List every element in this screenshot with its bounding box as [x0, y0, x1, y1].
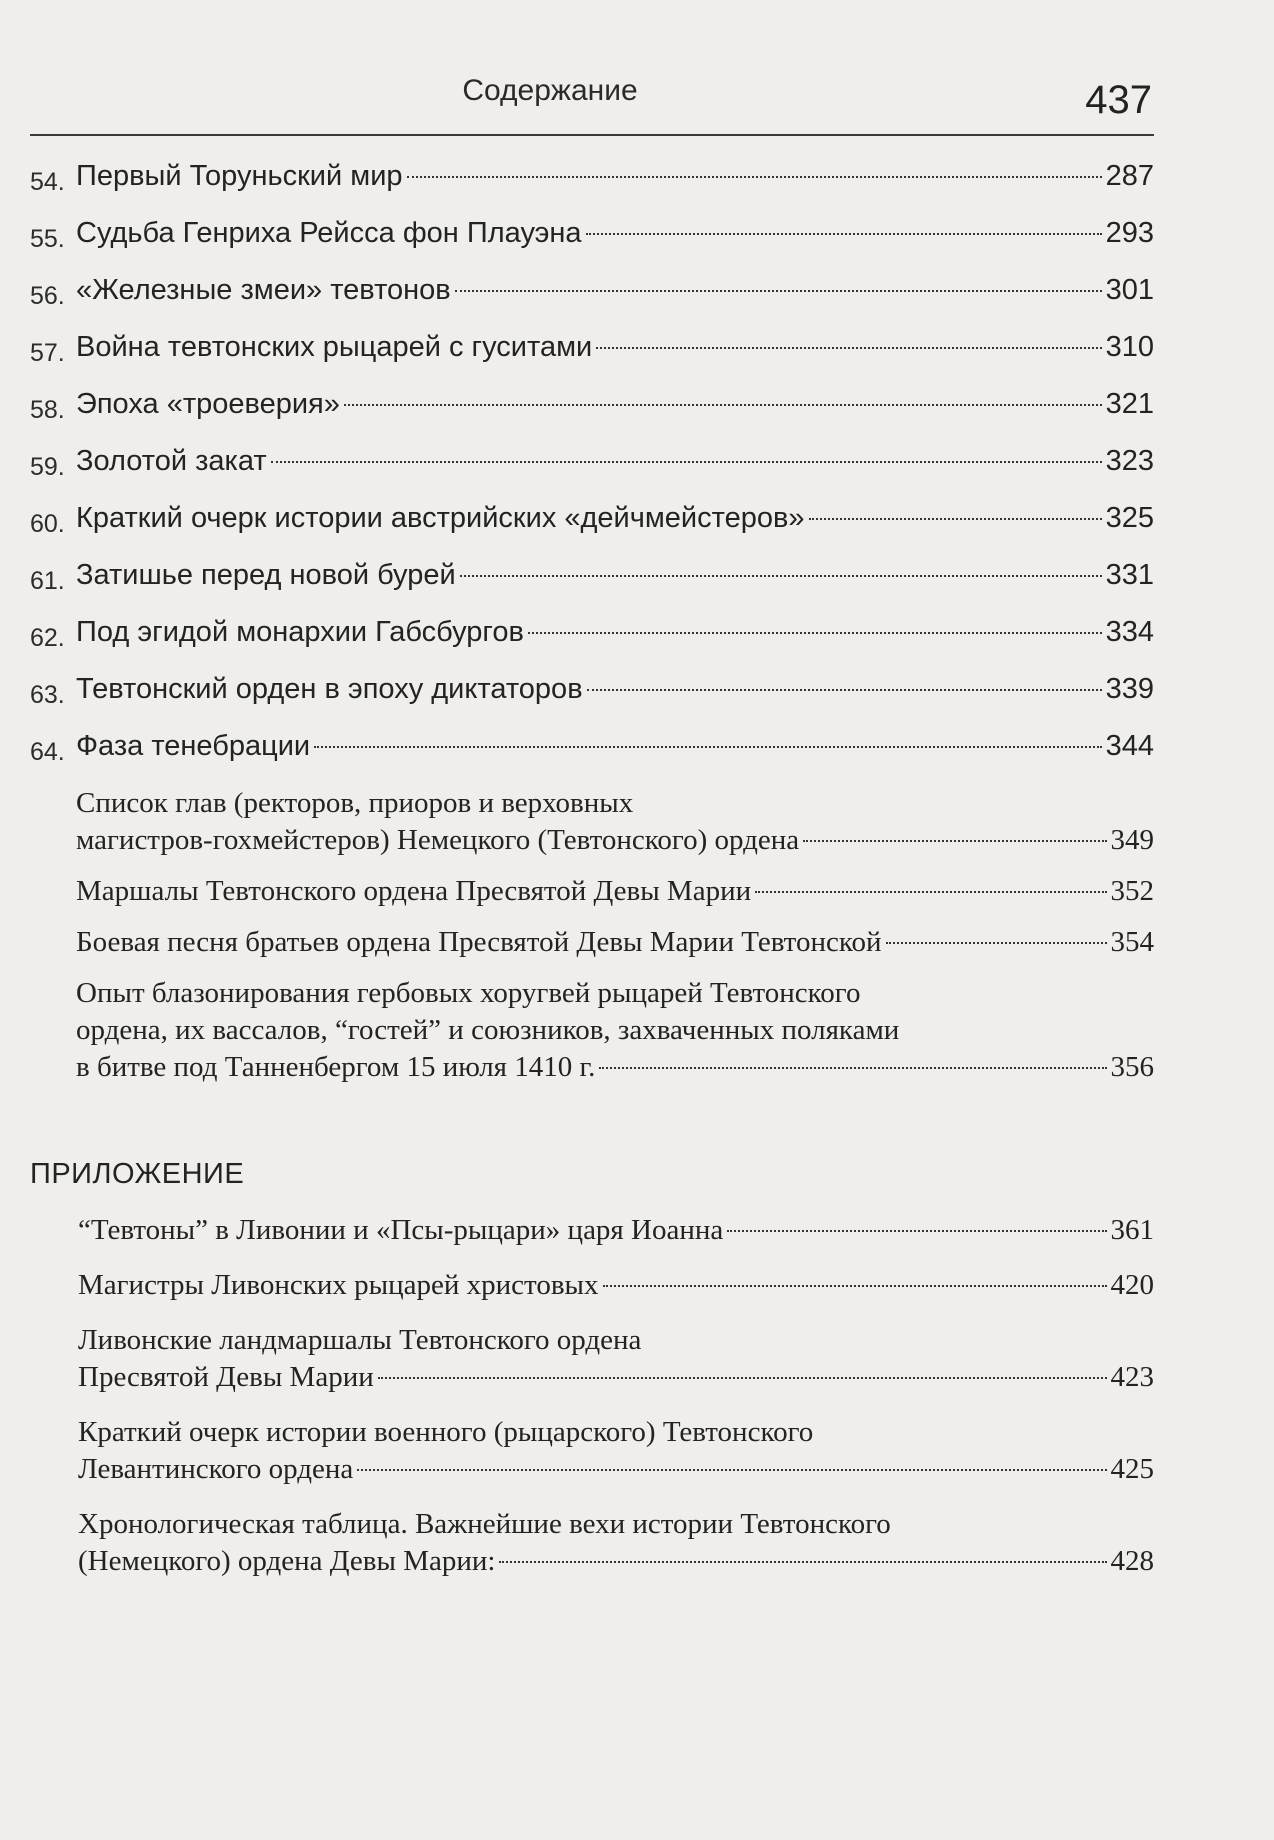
running-title: Содержание [462, 74, 638, 107]
entry-title: в битве под Танненбергом 15 июля 1410 г. [76, 1051, 596, 1083]
entry-title: Фаза тенебрации [76, 730, 311, 762]
dot-leader [603, 1285, 1107, 1287]
dot-leader [727, 1230, 1106, 1232]
toc-leader-line [76, 924, 1154, 961]
entry-page-number: 331 [1105, 559, 1154, 591]
entry-page-number: 349 [1110, 824, 1154, 856]
entry-title: Золотой закат [76, 445, 267, 477]
dot-leader [344, 404, 1102, 406]
entry-page-number: 420 [1110, 1269, 1154, 1301]
toc-leader-line [76, 443, 1154, 480]
entry-title-line: Список глав (ректоров, приоров и верховных [76, 787, 634, 819]
dot-leader [378, 1377, 1107, 1379]
entry-title: Боевая песня братьев ордена Пресвятой Девы Марии Тевтонской [76, 926, 882, 958]
entry-title: (Немецкого) ордена Девы Марии: [78, 1545, 496, 1577]
chapter-entry [30, 264, 1154, 321]
appendix-list [78, 1212, 1154, 1598]
toc-leader-line [78, 1451, 1154, 1488]
chapter-entry [30, 663, 1154, 720]
entry-title: “Тевтоны” в Ливонии и «Псы-рыцари» царя Иоанна [78, 1214, 724, 1246]
entry-title: Тевтонский орден в эпоху диктаторов [76, 673, 583, 705]
entry-title: Судьба Генриха Рейсса фон Плауэна [76, 217, 582, 249]
entry-page-number: 423 [1110, 1361, 1154, 1393]
entry-page-number: 323 [1105, 445, 1154, 477]
entry-title-line: Хронологическая таблица. Важнейшие вехи истории Тевтонского [78, 1508, 891, 1540]
dot-leader [314, 746, 1101, 748]
chapter-number: 63. [30, 681, 65, 709]
dot-leader [599, 1067, 1106, 1069]
toc-leader-line [78, 1212, 1154, 1249]
dot-leader [803, 840, 1106, 842]
entry-title: Краткий очерк истории австрийских «дейчмейстеров» [76, 502, 805, 534]
entry-title-line: Ливонские ландмаршалы Тевтонского ордена [78, 1324, 642, 1356]
entry-title: Под эгидой монархии Габсбургов [76, 616, 524, 648]
chapter-number: 64. [30, 738, 65, 766]
entry-page-number: 361 [1110, 1214, 1154, 1246]
entry-page-number: 428 [1110, 1545, 1154, 1577]
chapter-number: 56. [30, 282, 65, 310]
dot-leader [357, 1469, 1106, 1471]
entry-page-number: 352 [1110, 875, 1154, 907]
dot-leader [809, 518, 1102, 520]
entry-page-number: 334 [1105, 616, 1154, 648]
chapter-number: 62. [30, 624, 65, 652]
dot-leader [460, 575, 1102, 577]
dot-leader [886, 942, 1107, 944]
toc-leader-line [76, 614, 1154, 651]
entry-page-number: 356 [1110, 1051, 1154, 1083]
toc-leader-line [76, 1049, 1154, 1086]
entry-title: Первый Торуньский мир [76, 160, 403, 192]
entry-title: Затишье перед новой бурей [76, 559, 456, 591]
entry-page-number: 293 [1105, 217, 1154, 249]
chapter-entry [30, 150, 1154, 207]
entry-page-number: 310 [1105, 331, 1154, 363]
entry-page-number: 339 [1105, 673, 1154, 705]
chapter-number: 60. [30, 510, 65, 538]
toc-leader-line [76, 557, 1154, 594]
entry-page-number: 301 [1105, 274, 1154, 306]
chapter-number: 59. [30, 453, 65, 481]
entry-page-number: 325 [1105, 502, 1154, 534]
chapter-number: 58. [30, 396, 65, 424]
entry-title: Левантинского ордена [78, 1453, 354, 1485]
appendix-heading: ПРИЛОЖЕНИЕ [30, 1158, 245, 1190]
entry-page-number: 321 [1105, 388, 1154, 420]
appendix-entry [78, 1212, 1154, 1249]
entry-page-number: 425 [1110, 1453, 1154, 1485]
entry-page-number: 354 [1110, 926, 1154, 958]
chapter-entry [30, 492, 1154, 549]
entry-page-number: 287 [1105, 160, 1154, 192]
chapter-entry [30, 435, 1154, 492]
dot-leader [755, 891, 1106, 893]
toc-leader-line [78, 1267, 1154, 1304]
chapter-number: 55. [30, 225, 65, 253]
entry-title: Война тевтонских рыцарей с гуситами [76, 331, 593, 363]
chapter-entry [30, 549, 1154, 606]
entry-title: Пресвятой Девы Марии [78, 1361, 374, 1393]
chapter-entry [30, 321, 1154, 378]
appendix-entry [78, 1506, 1154, 1580]
toc-leader-line [78, 1359, 1154, 1396]
page-number: 437 [1085, 78, 1152, 122]
entry-title: Маршалы Тевтонского ордена Пресвятой Девы Марии [76, 875, 752, 907]
entry-title: «Железные змеи» тевтонов [76, 274, 451, 306]
chapter-list [30, 150, 1154, 777]
dot-leader [587, 689, 1102, 691]
entry-page-number: 344 [1105, 730, 1154, 762]
toc-leader-line [78, 1543, 1154, 1580]
chapter-number: 61. [30, 567, 65, 595]
toc-leader-line [76, 158, 1154, 195]
appendix-entry [78, 1267, 1154, 1304]
table-of-contents [30, 150, 1154, 1100]
appendix-entry [78, 1322, 1154, 1396]
chapter-number: 54. [30, 168, 65, 196]
entry-title-line: ордена, их вассалов, “гостей” и союзников, захваченных поляками [76, 1014, 900, 1046]
toc-leader-line [76, 500, 1154, 537]
toc-leader-line [76, 329, 1154, 366]
dot-leader [596, 347, 1101, 349]
entry-title-line: Опыт блазонирования гербовых хоругвей рыцарей Тевтонского [76, 977, 861, 1009]
toc-leader-line [76, 822, 1154, 859]
toc-leader-line [76, 728, 1154, 765]
toc-leader-line [76, 873, 1154, 910]
appendix-entry [78, 1414, 1154, 1488]
entry-title: Эпоха «троеверия» [76, 388, 340, 420]
chapter-number: 57. [30, 339, 65, 367]
dot-leader [499, 1561, 1106, 1563]
header-rule [30, 134, 1154, 136]
supplement-entry [30, 924, 1154, 961]
dot-leader [586, 233, 1102, 235]
chapter-entry [30, 378, 1154, 435]
chapter-entry [30, 606, 1154, 663]
dot-leader [407, 176, 1102, 178]
supplement-entry [30, 873, 1154, 910]
entry-title-line: Краткий очерк истории военного (рыцарского) Тевтонского [78, 1416, 814, 1448]
supplement-entry [30, 975, 1154, 1086]
entry-title: магистров-гохмейстеров) Немецкого (Тевтонского) ордена [76, 824, 800, 856]
chapter-entry [30, 207, 1154, 264]
toc-leader-line [76, 272, 1154, 309]
dot-leader [455, 290, 1102, 292]
supplement-entry [30, 785, 1154, 859]
entry-title: Магистры Ливонских рыцарей христовых [78, 1269, 599, 1301]
toc-leader-line [76, 215, 1154, 252]
chapter-entry [30, 720, 1154, 777]
toc-leader-line [76, 671, 1154, 708]
dot-leader [528, 632, 1102, 634]
dot-leader [271, 461, 1102, 463]
toc-leader-line [76, 386, 1154, 423]
supplement-list [30, 785, 1154, 1086]
